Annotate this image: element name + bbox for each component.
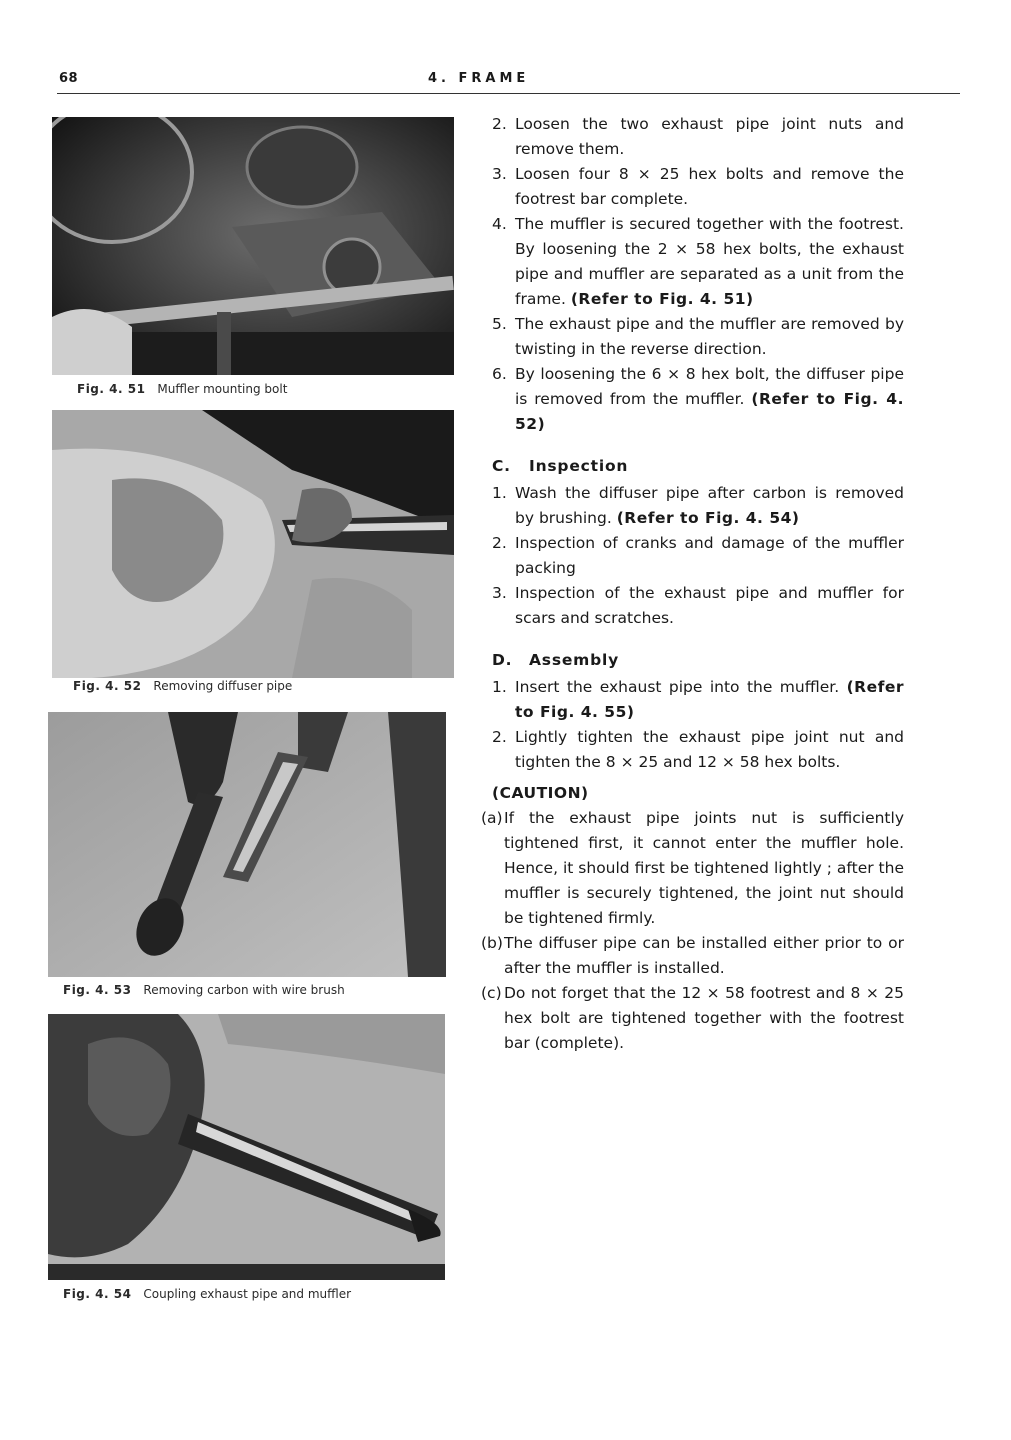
step-body: Loosen four 8 × 25 hex bolts and remove the footrest bar complete. — [515, 165, 904, 208]
step-body: Wash the diffuser pipe after carbon is removed by brushing. — [515, 484, 904, 527]
step-body: The exhaust pipe and the muffler are removed by twisting in the reverse direction. — [515, 315, 904, 358]
chapter-title: 4. FRAME — [428, 71, 530, 86]
figure-caption — [63, 983, 345, 997]
caution-text: If the exhaust pipe joints nut is sufficiently tightened first, it cannot enter the muffler hole. Hence, it should first be tightened lightly ; after the muffler is securely tightened, the joint nut should be tightened firmly. — [504, 809, 904, 927]
removal-step — [492, 362, 904, 437]
figure-label: Fig. 4. 54 — [63, 1287, 132, 1301]
header-rule — [57, 93, 960, 94]
step-text — [515, 675, 904, 725]
figure-caption — [73, 679, 292, 693]
figure-label: Fig. 4. 52 — [73, 679, 142, 693]
figure-caption-text: Coupling exhaust pipe and muffler — [143, 1287, 352, 1301]
step-number: 4. — [492, 215, 507, 233]
caution-item — [481, 806, 904, 931]
removal-step — [492, 112, 904, 162]
figure-label: Fig. 4. 51 — [77, 382, 146, 396]
inspection-step — [492, 581, 904, 631]
figure-caption-text: Removing diffuser pipe — [153, 679, 293, 693]
section-heading-inspection — [492, 454, 904, 479]
caution-text: The diffuser pipe can be installed either prior to or after the muffler is installed. — [504, 934, 904, 977]
removal-step — [492, 312, 904, 362]
step-body: Inspection of the exhaust pipe and muffler for scars and scratches. — [515, 584, 904, 627]
inspection-step — [492, 481, 904, 531]
step-number: 1. — [492, 678, 507, 696]
figure-reference: (Refer to Fig. 4. 51) — [570, 290, 754, 308]
figure-reference: (Refer to Fig. 4. 54) — [616, 509, 800, 527]
step-text — [515, 312, 904, 362]
step-text — [515, 112, 904, 162]
photo-removing-diffuser-pipe — [52, 410, 454, 678]
step-text — [515, 725, 904, 775]
step-number: 1. — [492, 484, 507, 502]
assembly-step — [492, 675, 904, 725]
section-title: Assembly — [529, 651, 620, 669]
caution-marker: (c) — [481, 984, 502, 1002]
removal-step — [492, 212, 904, 312]
figure-label: Fig. 4. 53 — [63, 983, 132, 997]
photo-removing-carbon-wire-brush — [48, 712, 446, 977]
step-body: By loosening the 6 × 8 hex bolt, the diffuser pipe is removed from the muffler. — [515, 365, 904, 408]
caution-heading: (CAUTION) — [492, 784, 589, 802]
step-number: 2. — [492, 115, 507, 133]
step-text — [515, 531, 904, 581]
figure-caption — [77, 382, 287, 396]
caution-item — [481, 931, 904, 981]
figure-reference: (Refer to Fig. 4. 52) — [515, 390, 904, 433]
step-text — [515, 581, 904, 631]
photo-coupling-exhaust-pipe-muffler — [48, 1014, 445, 1280]
caution-text: Do not forget that the 12 × 58 footrest and 8 × 25 hex bolt are tightened together with the footrest bar (complete). — [504, 984, 904, 1052]
page-number: 68 — [59, 71, 79, 86]
photo-muffler-mounting-bolt — [52, 117, 454, 375]
assembly-step — [492, 725, 904, 775]
removal-step — [492, 162, 904, 212]
section-letter: D. — [492, 651, 513, 669]
section-heading-assembly — [492, 648, 904, 673]
caution-marker: (a) — [481, 809, 503, 827]
inspection-step — [492, 531, 904, 581]
step-text — [515, 162, 904, 212]
caution-item — [481, 981, 904, 1056]
section-title: Inspection — [529, 457, 629, 475]
figure-reference: (Refer to Fig. 4. 55) — [515, 678, 904, 721]
step-text — [515, 212, 904, 312]
procedure-column — [481, 112, 904, 1056]
step-number: 2. — [492, 728, 507, 746]
figure-caption-text: Muffler mounting bolt — [157, 382, 288, 396]
step-body: Loosen the two exhaust pipe joint nuts and remove them. — [515, 115, 904, 158]
step-text — [515, 362, 904, 437]
step-number: 5. — [492, 315, 507, 333]
section-letter: C. — [492, 457, 511, 475]
step-number: 2. — [492, 534, 507, 552]
step-number: 3. — [492, 165, 507, 183]
step-number: 3. — [492, 584, 507, 602]
step-body: The muffler is secured together with the footrest. By loosening the 2 × 58 hex bolts, the exhaust pipe and muffler are separated as a unit from the frame. — [515, 215, 904, 308]
step-body: Lightly tighten the exhaust pipe joint nut and tighten the 8 × 25 and 12 × 58 hex bolts. — [515, 728, 904, 771]
figure-caption-text: Removing carbon with wire brush — [143, 983, 345, 997]
figure-caption — [63, 1287, 351, 1301]
caution-marker: (b) — [481, 934, 503, 952]
step-body: Insert the exhaust pipe into the muffler. — [515, 678, 847, 696]
step-text — [515, 481, 904, 531]
step-number: 6. — [492, 365, 507, 383]
step-body: Inspection of cranks and damage of the muffler packing — [515, 534, 904, 577]
